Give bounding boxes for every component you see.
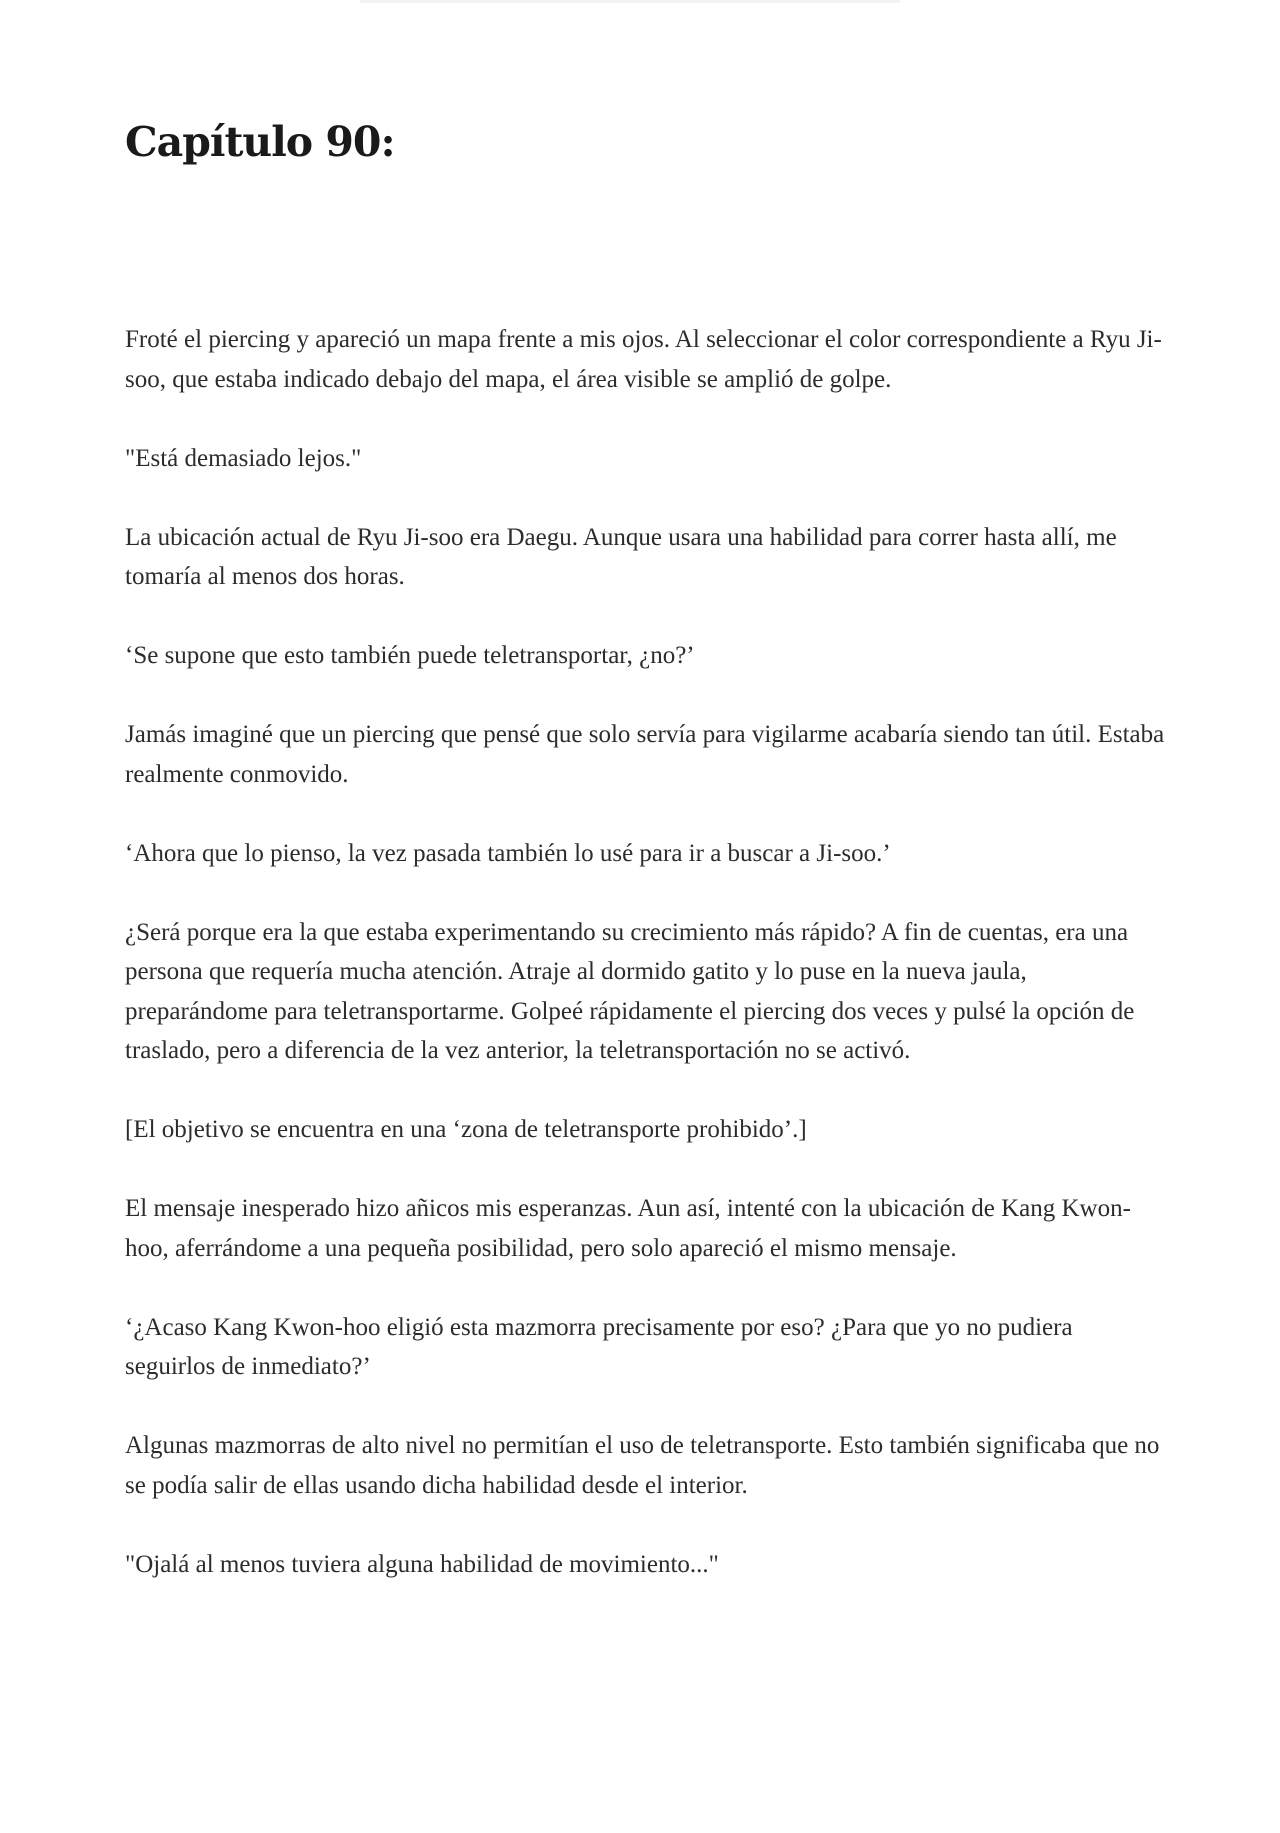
paragraph: [El objetivo se encuentra en una ‘zona de teletransporte prohibido’.] — [125, 1116, 807, 1143]
paragraph: "Está demasiado lejos." — [125, 444, 362, 472]
top-divider — [360, 0, 900, 3]
paragraph: ‘¿Acaso Kang Kwon-hoo eligió esta mazmorra precisamente por eso? ¿Para que yo no pudiera seguirlos de inmediato?’ — [125, 1313, 1073, 1380]
paragraph: "Ojalá al menos tuviera alguna habilidad de movimiento..." — [125, 1550, 719, 1578]
paragraph: Froté el piercing y apareció un mapa frente a mis ojos. Al seleccionar el color correspondiente a Ryu Ji-soo, que estaba indicado debajo del mapa, el área visible se amplió de golpe. — [125, 326, 1162, 393]
paragraph: ‘Ahora que lo pienso, la vez pasada también lo usé para ir a buscar a Ji-soo.’ — [125, 839, 891, 867]
paragraph: Algunas mazmorras de alto nivel no permitían el uso de teletransporte. Esto también significaba que no se podía salir de ellas usando dicha habilidad desde el interior. — [125, 1432, 1160, 1499]
chapter-title: Capítulo 90: — [125, 118, 395, 166]
paragraph: La ubicación actual de Ryu Ji-soo era Daegu. Aunque usara una habilidad para correr hasta allí, me tomaría al menos dos horas. — [125, 523, 1117, 590]
chapter-body — [125, 320, 1165, 1624]
paragraph: ¿Será porque era la que estaba experimentando su crecimiento más rápido? A fin de cuentas, era una persona que requería mucha atención. Atraje al dormido gatito y lo puse en la nueva jaula, preparándome para teletransportarme. Golpeé rápidamente el piercing dos veces y pulsé la opción de traslado, pero a diferencia de la vez anterior, la teletransportación no se activó. — [125, 918, 1135, 1064]
paragraph: Jamás imaginé que un piercing que pensé que solo servía para vigilarme acabaría siendo tan útil. Estaba realmente conmovido. — [125, 721, 1165, 788]
paragraph: ‘Se supone que esto también puede teletransportar, ¿no?’ — [125, 642, 695, 669]
paragraph: El mensaje inesperado hizo añicos mis esperanzas. Aun así, intenté con la ubicación de Kang Kwon-hoo, aferrándome a una pequeña posibilidad, pero solo apareció el mismo mensaje. — [125, 1195, 1131, 1262]
